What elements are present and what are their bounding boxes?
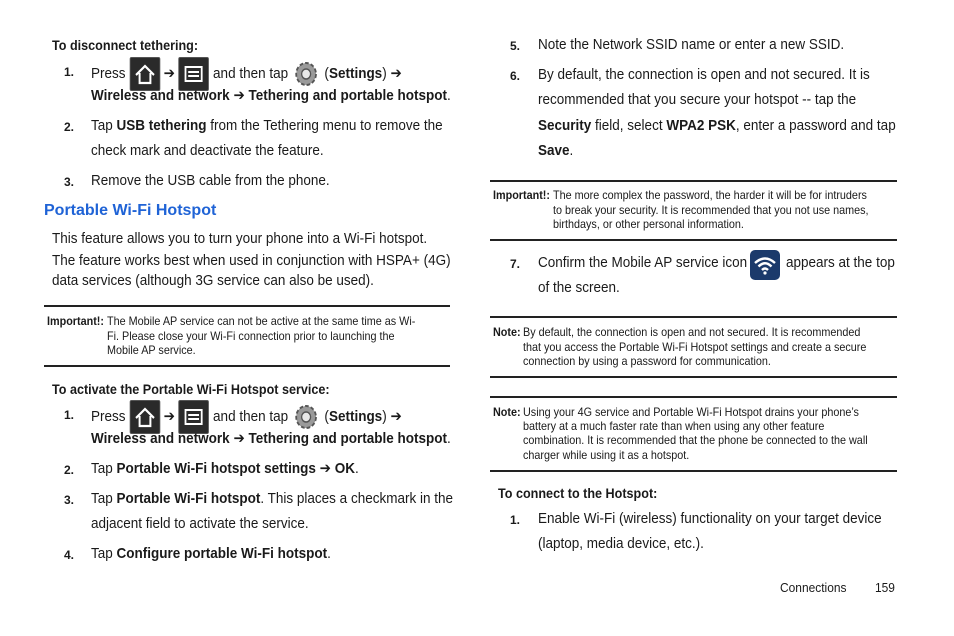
- step-number: 3.: [64, 493, 75, 507]
- step-text: Tap Configure portable Wi-Fi hotspot.: [91, 545, 331, 562]
- note-text: Using your 4G service and Portable Wi-Fi Hotspot drains your phone’s: [523, 405, 859, 419]
- divider: [490, 316, 897, 318]
- page-number: 159: [875, 580, 895, 595]
- step-text: appears at the top: [786, 254, 895, 271]
- step-text: [91, 486, 453, 511]
- divider: [44, 365, 450, 367]
- note-text: By default, the connection is open and not secured. It is recommended: [523, 325, 861, 339]
- note-text: battery at a much faster rate than when using any other feature: [523, 419, 825, 433]
- step-text: Press ➔ and then tap (Settings) ➔: [91, 57, 402, 91]
- footer-section: Connections: [780, 580, 847, 595]
- configure-hotspot-label: Configure portable Wi-Fi hotspot: [116, 545, 328, 562]
- note-label: Note:: [493, 325, 521, 339]
- note-text: combination. It is recommended that the phone be connected to the wall: [523, 433, 868, 447]
- activate-heading: To activate the Portable Wi-Fi Hotspot service:: [52, 381, 330, 397]
- step-number: 7.: [510, 257, 521, 271]
- hotspot-label: Portable Wi-Fi hotspot: [116, 490, 261, 507]
- arrow-right-icon: ➔: [390, 407, 402, 425]
- note-text: connection by using a password for communication.: [523, 354, 771, 368]
- wpa2-label: WPA2 PSK: [666, 117, 736, 134]
- usb-tethering-label: USB tethering: [116, 117, 207, 134]
- note-label: Note:: [493, 405, 521, 419]
- press-text: Press: [91, 64, 126, 82]
- step-text: [91, 113, 443, 138]
- step-text: Confirm the Mobile AP service icon: [538, 254, 748, 271]
- divider: [490, 376, 897, 378]
- step-text: Save.: [538, 142, 574, 159]
- divider: [490, 470, 897, 472]
- step-text: (laptop, media device, etc.).: [538, 535, 704, 552]
- paragraph-line: data services (although 3G service can also be used).: [52, 272, 374, 289]
- arrow-right-icon: ➔: [319, 460, 331, 477]
- step-number: 2.: [64, 463, 75, 477]
- step-number: 2.: [64, 120, 75, 134]
- step-text: of the screen.: [538, 279, 620, 296]
- then-tap-text: and then tap: [213, 407, 289, 425]
- step-text: By default, the connection is open and not secured. It is: [538, 66, 870, 83]
- tap-text: Tap: [91, 545, 113, 562]
- wireless-label: Wireless and network: [91, 430, 230, 447]
- divider: [490, 239, 897, 241]
- step-number: 1.: [64, 408, 75, 422]
- important-label: Important!:: [493, 188, 550, 202]
- paragraph-line: This feature allows you to turn your phone into a Wi-Fi hotspot.: [52, 230, 428, 247]
- step-text-part: from the Tethering menu to remove the: [210, 117, 443, 134]
- disconnect-heading: To disconnect tethering:: [52, 37, 199, 53]
- step-number: 1.: [510, 513, 521, 527]
- step-text: Press ➔ and then tap (Settings) ➔: [91, 400, 402, 434]
- press-text: Press: [91, 407, 126, 425]
- tap-text: Tap: [91, 117, 113, 134]
- important-text: Fi. Please close your Wi-Fi connection prior to launching the: [107, 329, 395, 343]
- tap-text: Tap: [91, 460, 113, 477]
- ok-label: OK: [334, 460, 355, 477]
- step-text: Enable Wi-Fi (wireless) functionality on your target device: [538, 510, 882, 527]
- note-text: charger while using it as a hotspot.: [523, 448, 690, 462]
- step-text: Tap Portable Wi-Fi hotspot settings ➔ OK.: [91, 460, 359, 477]
- step-text: [538, 113, 896, 138]
- step-number: 1.: [64, 65, 75, 79]
- step-number: 3.: [64, 175, 75, 189]
- step-number: 4.: [64, 548, 75, 562]
- divider: [490, 396, 897, 398]
- step-text-part: field, select: [595, 117, 663, 134]
- tap-text: Tap: [91, 490, 113, 507]
- step-text: Remove the USB cable from the phone.: [91, 172, 330, 189]
- tethering-label: Tethering and portable hotspot: [248, 430, 448, 447]
- settings-label: Settings: [328, 64, 383, 82]
- important-text: Mobile AP service.: [107, 343, 196, 357]
- important-text: The more complex the password, the harder it will be for intruders: [553, 188, 867, 202]
- divider: [44, 305, 450, 307]
- step-number: 6.: [510, 69, 521, 83]
- step-text: Wireless and network ➔ Tethering and portable hotspot.: [91, 430, 451, 447]
- divider: [490, 180, 897, 182]
- step-text: Wireless and network ➔ Tethering and portable hotspot.: [91, 87, 451, 104]
- important-text: birthdays, or other personal information.: [553, 217, 744, 231]
- important-text: to break your security. It is recommended that you not use names,: [553, 203, 869, 217]
- important-text: The Mobile AP service can not be active at the same time as Wi-: [107, 314, 416, 328]
- step-text-part: , enter a password and tap: [735, 117, 896, 134]
- wireless-label: Wireless and network: [91, 87, 230, 104]
- step-text: check mark and deactivate the feature.: [91, 142, 324, 159]
- arrow-right-icon: ➔: [233, 87, 245, 104]
- settings-label: Settings: [328, 407, 383, 425]
- arrow-right-icon: ➔: [163, 407, 175, 425]
- step-text: recommended that you secure your hotspot -- tap the: [538, 91, 857, 108]
- arrow-right-icon: ➔: [233, 430, 245, 447]
- step-number: 5.: [510, 39, 521, 53]
- step-text: adjacent field to activate the service.: [91, 515, 309, 532]
- step-text-part: . This places a checkmark in the: [260, 490, 453, 507]
- tethering-label: Tethering and portable hotspot: [248, 87, 448, 104]
- section-title: Portable Wi-Fi Hotspot: [44, 202, 217, 219]
- security-label: Security: [538, 117, 592, 134]
- save-label: Save: [538, 142, 570, 159]
- connect-heading: To connect to the Hotspot:: [498, 485, 658, 501]
- wifi-hotspot-icon: [750, 250, 780, 280]
- hotspot-settings-label: Portable Wi-Fi hotspot settings: [116, 460, 316, 477]
- then-tap-text: and then tap: [213, 64, 289, 82]
- important-label: Important!:: [47, 314, 104, 328]
- step-text: Note the Network SSID name or enter a new SSID.: [538, 36, 845, 53]
- paragraph-line: The feature works best when used in conjunction with HSPA+ (4G): [52, 252, 451, 269]
- arrow-right-icon: ➔: [390, 64, 402, 82]
- note-text: that you access the Portable Wi-Fi Hotspot settings and create a secure: [523, 340, 867, 354]
- arrow-right-icon: ➔: [163, 64, 175, 82]
